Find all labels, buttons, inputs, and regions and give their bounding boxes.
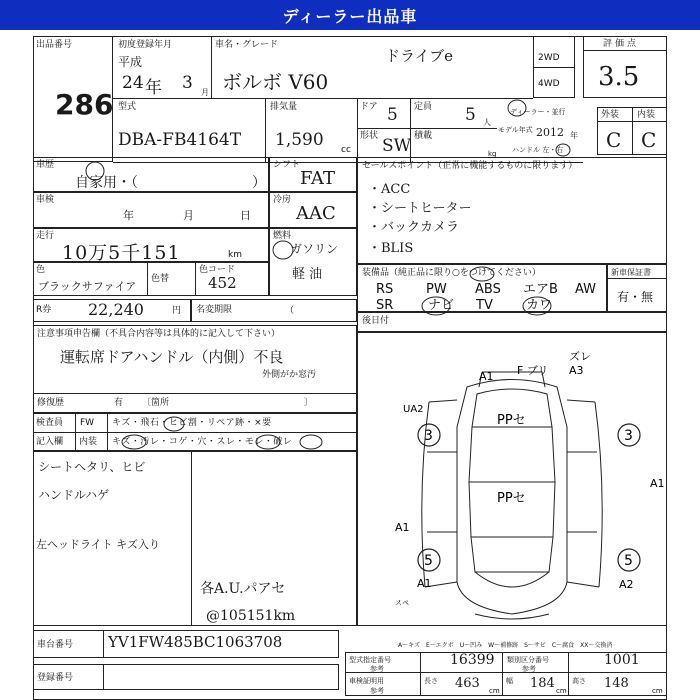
sales-point-2: ・シートヒーター: [368, 201, 472, 216]
diag-tag-12: スペ: [395, 599, 409, 607]
damage-legend: A～キズ E～エクボ U～凹み W～補修跡 S～サビ C～腐食 XX～交換済: [398, 642, 613, 649]
circled-tire-rear-right: 5: [624, 553, 633, 569]
registration-label: 登録番号: [37, 673, 74, 683]
type-ref-label: 参考: [370, 665, 384, 673]
ac-value: AAC: [296, 203, 336, 224]
shift-label: シフト: [273, 160, 301, 170]
remark-4: 各A.U.パアセ: [200, 581, 286, 597]
color-code-label: 色コード: [199, 265, 236, 275]
mileage-value: 10万5千151: [62, 242, 181, 264]
spec-ref-label: 参考: [370, 687, 384, 695]
equip-airbag: エアB: [523, 282, 558, 297]
name-change-paren: （: [285, 306, 295, 316]
score-value: 3.5: [598, 62, 640, 92]
warranty-yes-no: 有・無: [617, 290, 654, 304]
reg-month-unit: 月: [201, 88, 209, 97]
after-fit-label: 後日付: [362, 316, 390, 326]
doors-label: ドア: [360, 102, 378, 112]
capacity-label: 定員: [414, 102, 433, 112]
sales-point-1: ・ACC: [368, 182, 411, 197]
wid-cm: cm: [556, 687, 567, 695]
kg-unit: kg: [488, 150, 497, 158]
color-value: ブラックサファイア: [38, 280, 137, 293]
diag-tag-9: A1: [395, 521, 410, 534]
diag-tag-3: ズレ: [569, 350, 591, 363]
history-value: 自家用・（: [75, 175, 138, 191]
car-name-value: ボルボ V60: [222, 70, 329, 94]
diag-tag-2: F ブリ: [517, 364, 549, 377]
model-year-label: モデル年式: [498, 126, 533, 134]
diag-tag-8: A1: [650, 477, 665, 490]
name-change-label: 名変期限: [196, 305, 233, 315]
model-year-unit: 年: [570, 131, 578, 140]
2wd-label: 2WD: [538, 53, 560, 63]
fuel-diesel: 軽 油: [292, 267, 323, 282]
r-ticket-label: R券: [36, 305, 52, 315]
equip-tv: TV: [476, 298, 493, 313]
sales-points-label: セールスポイント（正常に機能するものに限ります）: [362, 161, 578, 171]
color-change-label: 色替: [151, 274, 170, 284]
mileage-label: 走行: [36, 231, 55, 241]
remark-5: @105151km: [206, 608, 296, 624]
diag-tag-1: A1: [479, 370, 494, 383]
circled-tire-front-right: 3: [624, 428, 633, 444]
type-no-label: 型式指定番号: [349, 656, 391, 664]
reg-month: 3: [182, 73, 193, 93]
grade-value: ドライブe: [385, 47, 453, 65]
shape-label: 形状: [360, 131, 379, 141]
displacement-value: 1,590: [275, 130, 324, 150]
equip-aw: AW: [575, 282, 597, 297]
class-no-label: 類別区分番号: [507, 656, 549, 664]
doors-value: 5: [387, 105, 398, 125]
first-reg-label: 初度登録年月: [118, 40, 173, 50]
score-label: 評価点: [603, 39, 640, 49]
insp-day-label: 日: [240, 209, 251, 222]
type-no-value: 16399: [450, 652, 495, 668]
lot-no-label: 出品番号: [36, 40, 73, 50]
person-unit: 人: [483, 118, 491, 127]
repair-place: 〔箇所: [142, 398, 170, 408]
handle-label: ハンドル 左・右: [512, 146, 564, 154]
width-value: 184: [530, 676, 555, 691]
diag-tag-5: UA2: [403, 404, 424, 415]
repair-label: 修復歴: [37, 398, 65, 408]
era-label: 平成: [118, 55, 143, 69]
interior-label: 内装: [637, 110, 656, 120]
remark-1: シートヘタリ、ヒビ: [38, 460, 146, 474]
sales-point-4: ・BLIS: [368, 241, 414, 256]
inspection-row2: キズ・汚レ・コゲ・穴・スレ・モレ・破レ: [112, 437, 293, 447]
hgt-cm: cm: [652, 687, 663, 695]
len-cm: cm: [489, 687, 500, 695]
diag-tag-4: A3: [569, 364, 584, 377]
load-label: 積載: [414, 131, 433, 141]
inspection-row1: キズ・飛石・ヒビ割・リペア跡・×要: [112, 418, 272, 428]
repair-yes: 有: [114, 398, 124, 408]
recorder-label: 記入欄: [36, 437, 64, 447]
color-label: 色: [36, 265, 46, 275]
car-damage-diagram: [357, 332, 667, 626]
cc-unit: cc: [341, 145, 351, 155]
displacement-label: 排気量: [270, 102, 298, 112]
shape-value: SW: [382, 136, 412, 156]
insp-month-label: 月: [183, 209, 194, 222]
inspector-label: 検査員: [36, 418, 64, 428]
notes-line-2: 外側がか窓汚: [262, 370, 317, 380]
reg-year-unit: 年: [145, 78, 162, 98]
model-label: 型式: [118, 102, 137, 112]
car-name-label: 車名・グレード: [215, 40, 279, 50]
fuel-label: 燃料: [273, 231, 292, 241]
notes-label: 注意事項申告欄（不具合内容等は具体的に記入して下さい）: [37, 329, 281, 339]
insp-year-label: 年: [123, 209, 134, 222]
equipment-label: 装備品（純正品に限り○をつけてください）: [362, 268, 541, 278]
width-label: 幅: [506, 677, 513, 685]
reg-year: 24: [122, 73, 144, 93]
equip-navi: ナビ: [428, 298, 455, 313]
shift-value: FAT: [300, 168, 335, 189]
notes-line-1: 運転席ドアハンドル（内側）不良: [60, 348, 284, 366]
4wd-label: 4WD: [538, 79, 560, 89]
height-value: 148: [604, 676, 629, 691]
inspection-label: 車検: [36, 195, 55, 205]
lot-number: 286: [55, 88, 114, 121]
equip-pw: PW: [426, 282, 447, 297]
km-label: km: [228, 250, 242, 260]
equip-leather: カワ: [526, 298, 553, 313]
model-code-value: DBA-FB4164T: [118, 130, 242, 150]
fw-label: FW: [80, 418, 95, 428]
chassis-value: YV1FW485BC1063708: [108, 633, 283, 651]
class-ref-label: 参考: [522, 665, 536, 673]
sales-point-3: ・バックカメラ: [368, 220, 460, 235]
diag-tag-6: PPセ: [497, 413, 526, 428]
capacity-value: 5: [465, 105, 476, 125]
model-year-value: 2012: [536, 126, 564, 139]
interior-grade: C: [641, 128, 657, 152]
yen-label: 円: [172, 306, 182, 316]
remark-2: ハンドルハゲ: [38, 488, 110, 502]
length-value: 463: [455, 676, 480, 691]
interior-short-label: 内装: [79, 437, 98, 447]
ac-label: 冷房: [273, 195, 292, 205]
equip-abs: ABS: [475, 282, 501, 297]
chassis-label: 車台番号: [37, 640, 74, 650]
dealer-import-label: ディーラー・並行: [510, 108, 566, 116]
height-label: 高さ: [572, 677, 586, 685]
history-close: ）: [252, 175, 266, 191]
equip-rs: RS: [376, 282, 394, 297]
diag-tag-11: A2: [619, 578, 634, 591]
reg-length-label: 車検証明用: [349, 677, 384, 685]
circled-tire-front-left: 3: [424, 428, 433, 444]
banner-title: ディーラー出品車: [282, 6, 418, 26]
color-code-value: 452: [208, 274, 237, 292]
fuel-gasoline: ガソリン: [290, 242, 339, 256]
class-no-value: 1001: [604, 652, 640, 668]
exterior-grade: C: [606, 128, 622, 152]
new-warranty-label: 新車保証書: [611, 268, 651, 277]
history-label: 車歴: [36, 160, 55, 170]
equip-sr: SR: [376, 298, 394, 313]
repair-close: 〕: [304, 398, 314, 408]
r-ticket-value: 22,240: [88, 300, 144, 319]
exterior-label: 外装: [601, 110, 620, 120]
circled-tire-rear-left: 5: [424, 553, 433, 569]
length-label: 長さ: [424, 677, 438, 685]
diag-tag-10: A1: [417, 577, 432, 590]
remark-3: 左ヘッドライト キズ入り: [36, 538, 160, 551]
diag-tag-7: PPセ: [497, 491, 526, 506]
